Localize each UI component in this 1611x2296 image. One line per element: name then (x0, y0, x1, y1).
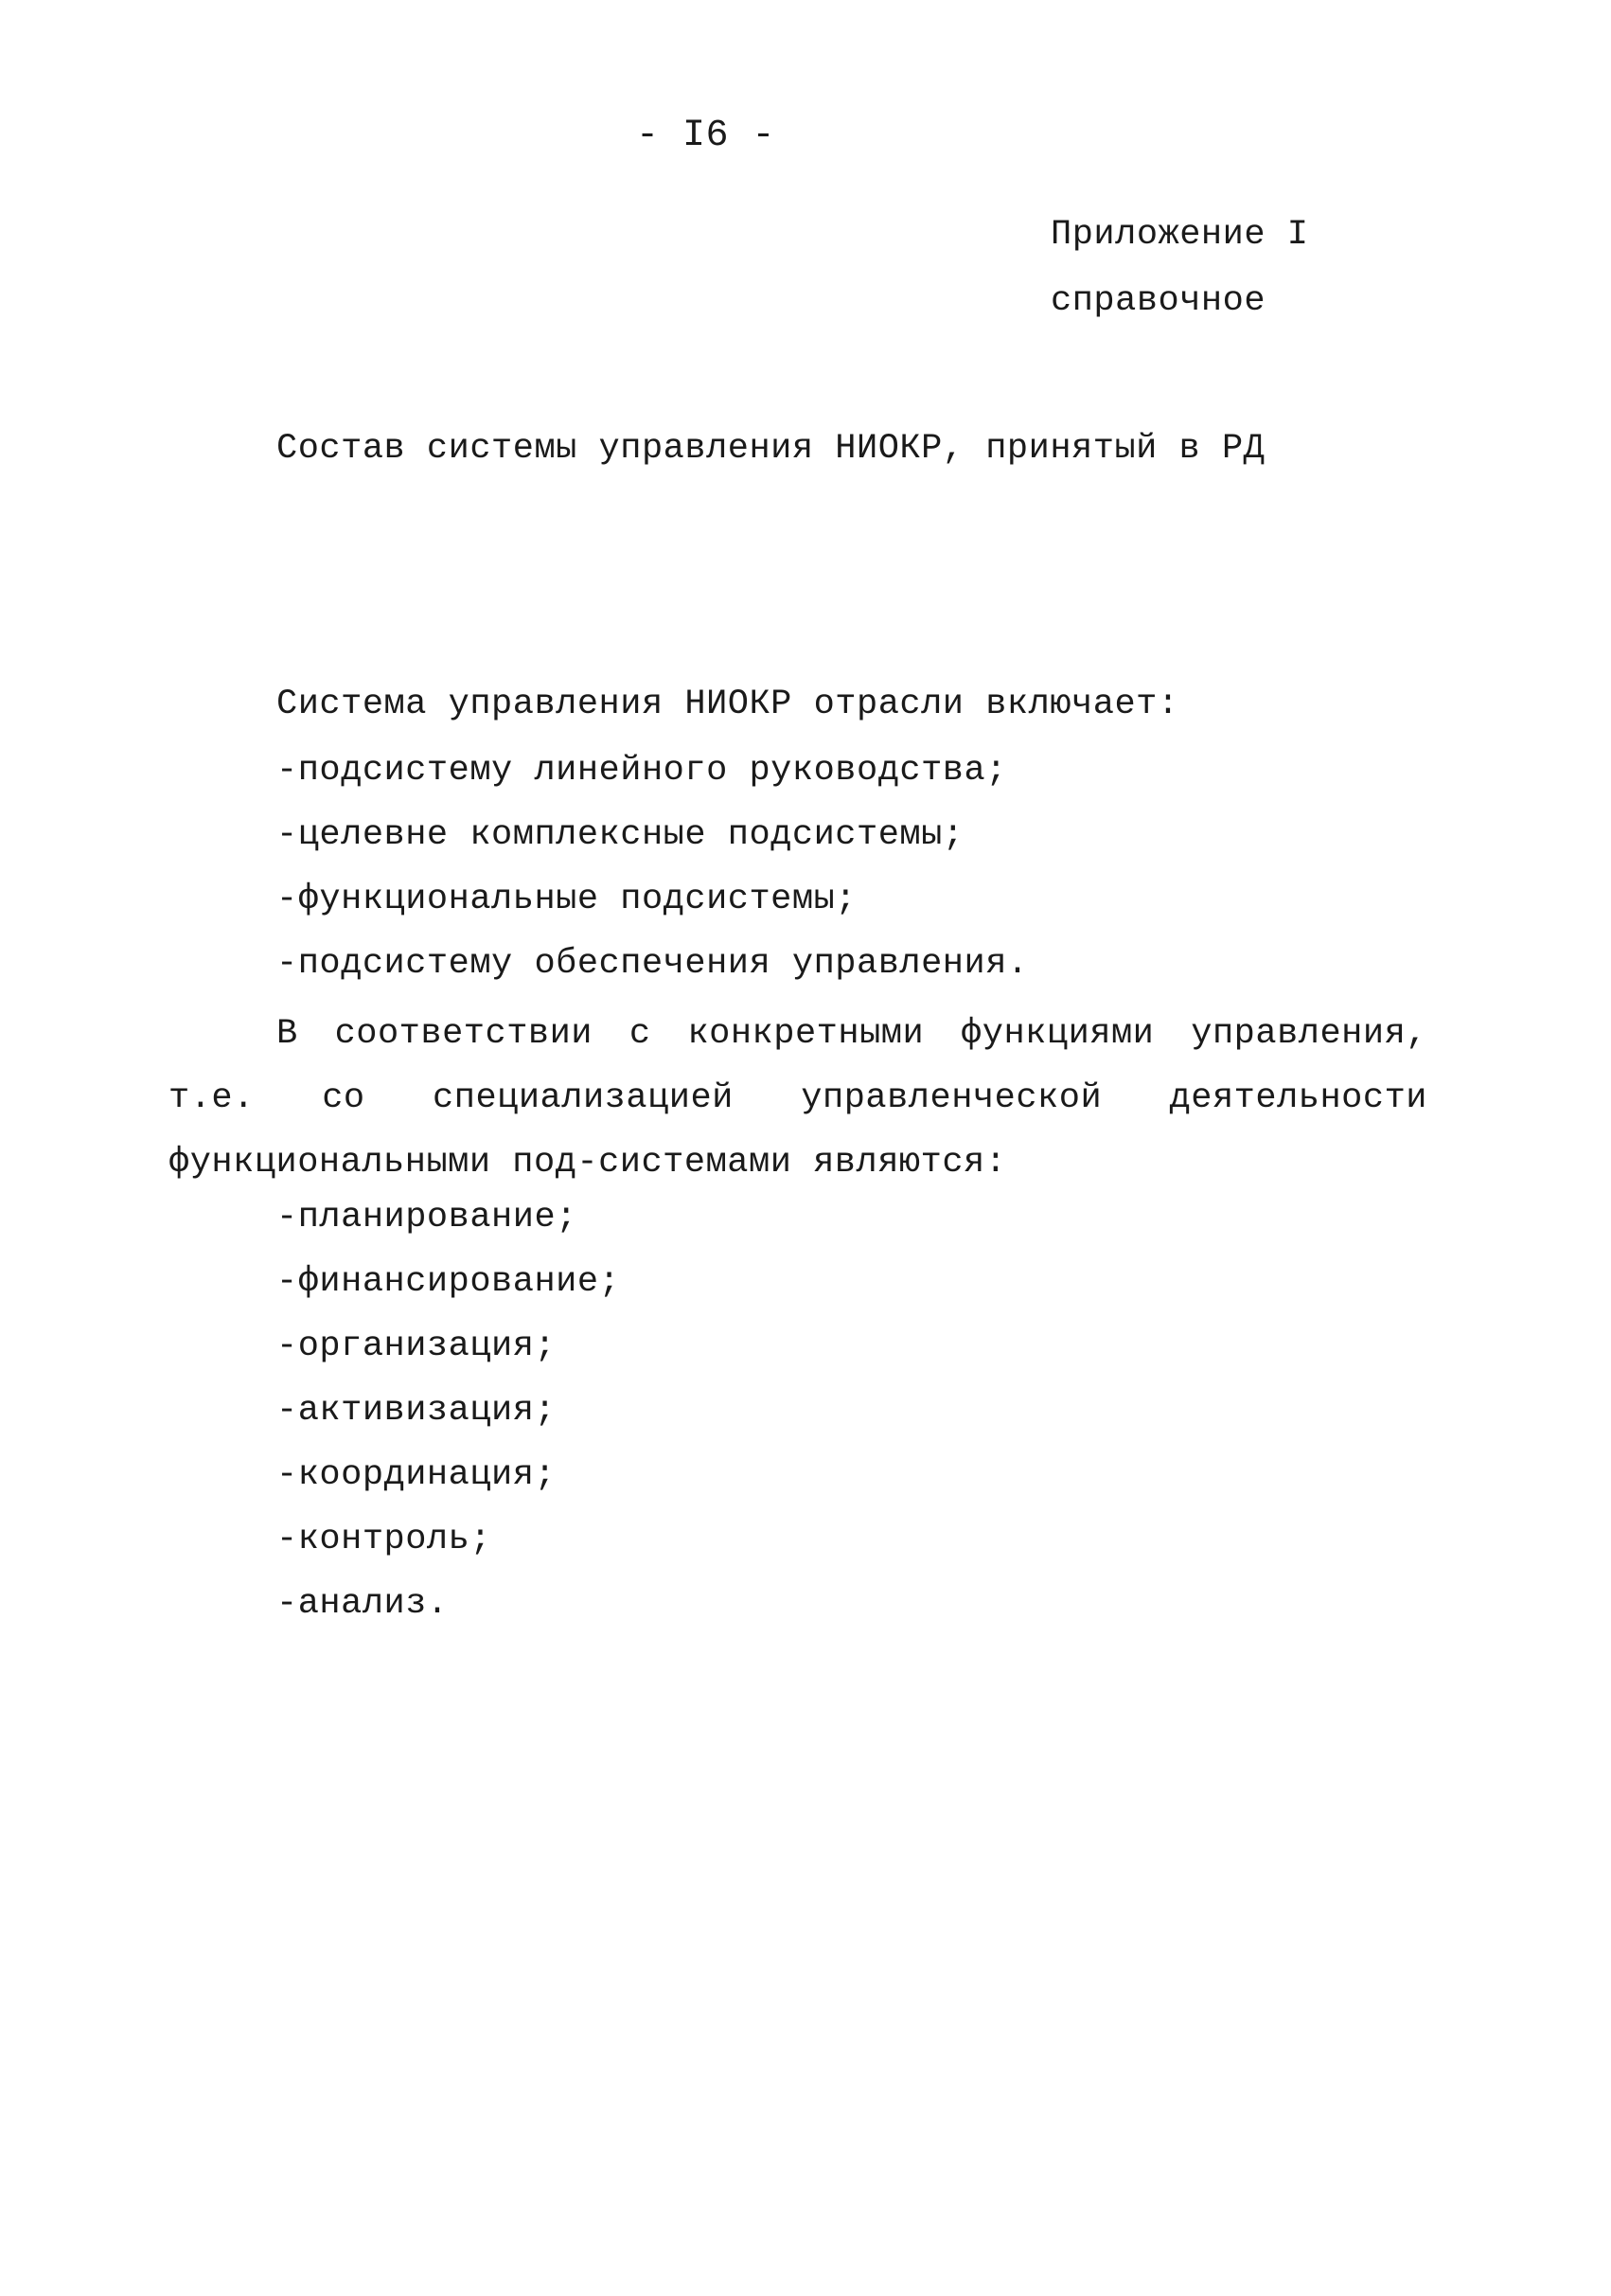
section-heading: Состав системы управления НИОКР, принятый в РД (276, 429, 1266, 469)
subsystem-item: -подсистему обеспечения управления. (276, 944, 1029, 984)
function-item: -анализ. (276, 1584, 449, 1624)
appendix-title: Приложение I (1051, 215, 1309, 255)
function-item: -активизация; (276, 1391, 557, 1431)
function-item: -планирование; (276, 1198, 577, 1237)
page-number: - I6 - (636, 115, 776, 157)
appendix-type: справочное (1051, 281, 1266, 321)
function-item: -организация; (276, 1326, 557, 1366)
function-item: -финансирование; (276, 1262, 621, 1302)
function-item: -координация; (276, 1455, 557, 1495)
body-paragraph: В соответствии с конкретными функциями управления, т.е. со специализацией управленческой деятельности функциональными под-системами являются: (168, 1014, 1427, 1183)
function-item: -контроль; (276, 1520, 492, 1559)
intro-text: Система управления НИОКР отрасли включает: (276, 685, 1179, 724)
subsystem-item: -целевне комплексные подсистемы; (276, 815, 965, 855)
subsystem-item: -подсистему линейного руководства; (276, 751, 1007, 791)
subsystem-item: -функциональные подсистемы; (276, 880, 857, 919)
